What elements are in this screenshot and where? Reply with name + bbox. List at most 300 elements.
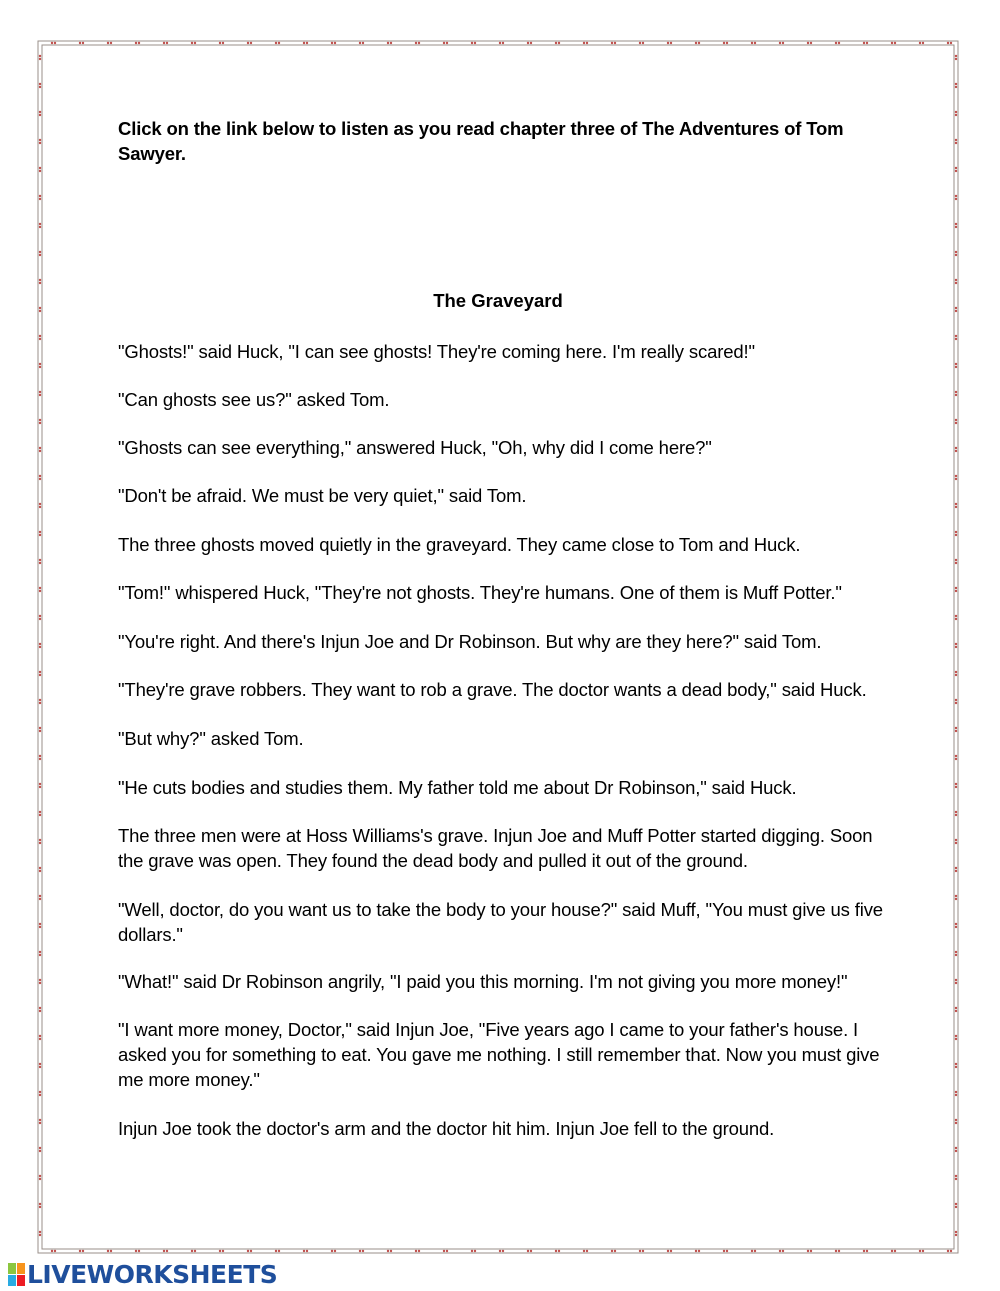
border-dot xyxy=(955,363,957,365)
border-dot xyxy=(723,42,725,44)
story-paragraph: "I want more money, Doctor," said Injun Joe, "Five years ago I came to your father's house. I asked you for something to eat. You gave me nothing. I still remember that. Now you must give me more money." xyxy=(118,1019,880,1090)
border-dot xyxy=(39,534,41,536)
border-dot xyxy=(950,1250,952,1252)
border-dot xyxy=(955,1119,957,1121)
border-dot xyxy=(39,1122,41,1124)
border-dot xyxy=(947,42,949,44)
border-dot xyxy=(955,111,957,113)
border-dot xyxy=(39,1094,41,1096)
border-dot xyxy=(502,42,504,44)
border-dot xyxy=(670,42,672,44)
border-dot xyxy=(955,867,957,869)
border-dot xyxy=(955,1035,957,1037)
border-dot xyxy=(39,58,41,60)
border-dot xyxy=(247,1250,249,1252)
border-dot xyxy=(558,42,560,44)
border-dot xyxy=(955,139,957,141)
border-dot xyxy=(955,447,957,449)
border-dot xyxy=(835,1250,837,1252)
border-dot xyxy=(334,1250,336,1252)
border-dot xyxy=(779,42,781,44)
border-dot xyxy=(39,422,41,424)
border-dot xyxy=(39,198,41,200)
border-dot xyxy=(955,531,957,533)
border-dot xyxy=(415,42,417,44)
border-dot xyxy=(163,1250,165,1252)
border-dot xyxy=(955,923,957,925)
border-dot xyxy=(955,1122,957,1124)
border-dot xyxy=(955,142,957,144)
border-dot xyxy=(138,42,140,44)
border-dot xyxy=(502,1250,504,1252)
border-dot xyxy=(955,1007,957,1009)
border-dot xyxy=(39,447,41,449)
border-dot xyxy=(362,42,364,44)
border-dot xyxy=(955,1231,957,1233)
story-paragraph: "He cuts bodies and studies them. My father told me about Dr Robinson," said Huck. xyxy=(118,777,797,798)
border-dot xyxy=(39,419,41,421)
story-paragraph: "They're grave robbers. They want to rob a grave. The doctor wants a dead body," said Huck. xyxy=(118,679,867,700)
border-dot xyxy=(387,42,389,44)
border-dot xyxy=(955,450,957,452)
border-dot xyxy=(955,114,957,116)
border-dot xyxy=(955,475,957,477)
border-dot xyxy=(527,42,529,44)
border-dot xyxy=(955,954,957,956)
border-dot xyxy=(39,1231,41,1233)
border-dot xyxy=(39,923,41,925)
border-dot xyxy=(586,1250,588,1252)
border-dot xyxy=(955,167,957,169)
border-dot xyxy=(39,758,41,760)
border-dot xyxy=(362,1250,364,1252)
border-dot xyxy=(751,1250,753,1252)
border-dot xyxy=(39,506,41,508)
border-dot xyxy=(334,42,336,44)
border-dot xyxy=(955,1178,957,1180)
story-paragraph: "Well, doctor, do you want us to take the body to your house?" said Muff, "You must give us five dollars." xyxy=(118,899,883,945)
border-dot xyxy=(163,42,165,44)
border-dot xyxy=(810,1250,812,1252)
border-dot xyxy=(39,1178,41,1180)
border-dot xyxy=(415,1250,417,1252)
border-dot xyxy=(446,1250,448,1252)
border-dot xyxy=(359,42,361,44)
border-dot xyxy=(955,279,957,281)
border-dot xyxy=(359,1250,361,1252)
border-dot xyxy=(695,1250,697,1252)
border-dot xyxy=(39,699,41,701)
border-dot xyxy=(955,674,957,676)
border-dot xyxy=(919,1250,921,1252)
border-dot xyxy=(39,895,41,897)
border-dot xyxy=(278,1250,280,1252)
border-dot xyxy=(891,42,893,44)
border-dot xyxy=(135,1250,137,1252)
border-dot xyxy=(39,590,41,592)
border-dot xyxy=(955,618,957,620)
border-dot xyxy=(838,1250,840,1252)
border-dot xyxy=(950,42,952,44)
border-dot xyxy=(39,86,41,88)
border-dot xyxy=(191,42,193,44)
border-dot xyxy=(54,42,56,44)
border-dot xyxy=(39,867,41,869)
border-dot xyxy=(474,1250,476,1252)
border-dot xyxy=(390,42,392,44)
story-paragraph: "Tom!" whispered Huck, "They're not ghosts. They're humans. One of them is Muff Potter." xyxy=(118,582,842,603)
border-dot xyxy=(723,1250,725,1252)
border-dot xyxy=(955,422,957,424)
border-dot xyxy=(863,1250,865,1252)
border-dot xyxy=(39,170,41,172)
border-dot xyxy=(955,307,957,309)
border-dot xyxy=(955,1066,957,1068)
border-dot xyxy=(866,1250,868,1252)
border-dot xyxy=(39,167,41,169)
liveworksheets-logo xyxy=(8,1259,277,1289)
border-dot xyxy=(443,42,445,44)
story-paragraph: Injun Joe took the doctor's arm and the doctor hit him. Injun Joe fell to the ground. xyxy=(118,1118,775,1139)
border-dot xyxy=(387,1250,389,1252)
border-dot xyxy=(894,1250,896,1252)
border-dot xyxy=(39,111,41,113)
border-dot xyxy=(807,42,809,44)
border-dot xyxy=(250,42,252,44)
border-dot xyxy=(39,786,41,788)
border-dot xyxy=(135,42,137,44)
border-dot xyxy=(39,755,41,757)
border-dot xyxy=(947,1250,949,1252)
border-dot xyxy=(695,42,697,44)
border-dot xyxy=(782,42,784,44)
border-dot xyxy=(955,506,957,508)
border-dot xyxy=(39,646,41,648)
border-dot xyxy=(955,926,957,928)
border-dot xyxy=(922,1250,924,1252)
border-dot xyxy=(955,338,957,340)
border-dot xyxy=(866,42,868,44)
liveworksheets-logo-icon xyxy=(8,1263,25,1286)
border-dot xyxy=(955,86,957,88)
border-dot xyxy=(955,587,957,589)
border-dot xyxy=(639,42,641,44)
border-dot xyxy=(418,42,420,44)
border-dot xyxy=(39,394,41,396)
border-dot xyxy=(79,42,81,44)
border-dot xyxy=(530,42,532,44)
border-dot xyxy=(955,979,957,981)
story-paragraph: The three men were at Hoss Williams's grave. Injun Joe and Muff Potter started digging. Soon the grave was open. They found the dead body and pulled it out of the ground. xyxy=(118,825,873,871)
border-dot xyxy=(955,590,957,592)
border-dot xyxy=(955,982,957,984)
border-dot xyxy=(894,42,896,44)
border-dot xyxy=(82,1250,84,1252)
border-dot xyxy=(955,1203,957,1205)
border-dot xyxy=(250,1250,252,1252)
border-dot xyxy=(390,1250,392,1252)
border-dot xyxy=(955,534,957,536)
border-dot xyxy=(527,1250,529,1252)
border-dot xyxy=(39,954,41,956)
border-dot xyxy=(39,1010,41,1012)
border-dot xyxy=(39,1175,41,1177)
border-dot xyxy=(191,1250,193,1252)
border-dot xyxy=(955,643,957,645)
border-dot xyxy=(838,42,840,44)
border-dot xyxy=(222,42,224,44)
border-dot xyxy=(555,42,557,44)
border-dot xyxy=(955,1175,957,1177)
border-dot xyxy=(247,42,249,44)
border-dot xyxy=(955,951,957,953)
border-dot xyxy=(39,839,41,841)
border-dot xyxy=(782,1250,784,1252)
border-dot xyxy=(642,42,644,44)
border-dot xyxy=(955,839,957,841)
border-dot xyxy=(39,1091,41,1093)
border-dot xyxy=(530,1250,532,1252)
story-paragraph: "But why?" asked Tom. xyxy=(118,728,304,749)
border-dot xyxy=(955,727,957,729)
border-dot xyxy=(863,42,865,44)
border-dot xyxy=(222,1250,224,1252)
border-dot xyxy=(955,394,957,396)
border-dot xyxy=(39,615,41,617)
border-dot xyxy=(751,42,753,44)
border-dot xyxy=(39,979,41,981)
border-dot xyxy=(955,814,957,816)
border-dot xyxy=(39,1203,41,1205)
border-dot xyxy=(614,1250,616,1252)
border-dot xyxy=(39,1147,41,1149)
border-dot xyxy=(955,758,957,760)
border-dot xyxy=(194,42,196,44)
border-dot xyxy=(835,42,837,44)
border-dot xyxy=(219,1250,221,1252)
border-dot xyxy=(555,1250,557,1252)
border-dot xyxy=(39,814,41,816)
story-paragraph: The three ghosts moved quietly in the graveyard. They came close to Tom and Huck. xyxy=(118,534,801,555)
border-dot xyxy=(306,42,308,44)
border-dot xyxy=(667,42,669,44)
border-dot xyxy=(955,1010,957,1012)
border-dot xyxy=(955,226,957,228)
border-dot xyxy=(39,730,41,732)
border-dot xyxy=(39,55,41,57)
border-dot xyxy=(39,279,41,281)
border-dot xyxy=(698,1250,700,1252)
border-dot xyxy=(39,643,41,645)
border-dot xyxy=(39,450,41,452)
border-dot xyxy=(955,1147,957,1149)
border-dot xyxy=(79,1250,81,1252)
border-dot xyxy=(807,1250,809,1252)
border-dot xyxy=(586,42,588,44)
border-dot xyxy=(54,1250,56,1252)
border-dot xyxy=(39,114,41,116)
border-dot xyxy=(39,1035,41,1037)
border-dot xyxy=(955,195,957,197)
border-dot xyxy=(891,1250,893,1252)
border-dot xyxy=(955,251,957,253)
border-dot xyxy=(39,531,41,533)
border-dot xyxy=(110,42,112,44)
border-dot xyxy=(955,254,957,256)
border-dot xyxy=(39,1063,41,1065)
border-dot xyxy=(922,42,924,44)
border-dot xyxy=(39,307,41,309)
border-dot xyxy=(39,223,41,225)
border-dot xyxy=(698,42,700,44)
border-dot xyxy=(955,730,957,732)
border-dot xyxy=(107,42,109,44)
border-dot xyxy=(39,898,41,900)
border-dot xyxy=(39,338,41,340)
border-dot xyxy=(474,42,476,44)
border-dot xyxy=(39,226,41,228)
border-dot xyxy=(166,42,168,44)
story-paragraph: "What!" said Dr Robinson angrily, "I paid you this morning. I'm not giving you more money!" xyxy=(118,971,848,992)
border-dot xyxy=(955,562,957,564)
border-dot xyxy=(955,198,957,200)
border-dot xyxy=(39,83,41,85)
border-dot xyxy=(39,363,41,365)
border-dot xyxy=(138,1250,140,1252)
border-dot xyxy=(611,1250,613,1252)
border-dot xyxy=(779,1250,781,1252)
border-dot xyxy=(39,366,41,368)
border-dot xyxy=(955,170,957,172)
border-dot xyxy=(39,587,41,589)
border-dot xyxy=(51,1250,53,1252)
border-dot xyxy=(955,83,957,85)
border-dot xyxy=(955,1150,957,1152)
story-paragraph: "You're right. And there's Injun Joe and Dr Robinson. But why are they here?" said Tom. xyxy=(118,631,822,652)
story-title: The Graveyard xyxy=(433,290,563,311)
border-dot xyxy=(754,1250,756,1252)
border-dot xyxy=(919,42,921,44)
border-dot xyxy=(39,562,41,564)
border-dot xyxy=(583,42,585,44)
border-dot xyxy=(303,1250,305,1252)
border-dot xyxy=(670,1250,672,1252)
border-dot xyxy=(39,251,41,253)
border-dot xyxy=(955,55,957,57)
border-dot xyxy=(499,42,501,44)
border-dot xyxy=(955,1206,957,1208)
border-dot xyxy=(614,42,616,44)
border-dot xyxy=(331,42,333,44)
border-dot xyxy=(955,1094,957,1096)
border-dot xyxy=(39,870,41,872)
border-dot xyxy=(955,898,957,900)
border-dot xyxy=(39,142,41,144)
border-dot xyxy=(955,58,957,60)
border-dot xyxy=(278,42,280,44)
border-dot xyxy=(275,1250,277,1252)
border-dot xyxy=(955,895,957,897)
border-dot xyxy=(955,1038,957,1040)
border-dot xyxy=(955,1063,957,1065)
border-dot xyxy=(39,1066,41,1068)
border-dot xyxy=(39,783,41,785)
border-dot xyxy=(39,475,41,477)
border-dot xyxy=(955,842,957,844)
border-dot xyxy=(39,335,41,337)
border-dot xyxy=(39,503,41,505)
border-dot xyxy=(39,391,41,393)
border-dot xyxy=(219,42,221,44)
border-dot xyxy=(611,42,613,44)
border-dot xyxy=(955,786,957,788)
border-dot xyxy=(726,42,728,44)
border-dot xyxy=(39,1119,41,1121)
border-dot xyxy=(306,1250,308,1252)
border-dot xyxy=(955,671,957,673)
border-dot xyxy=(955,282,957,284)
border-dot xyxy=(303,42,305,44)
border-dot xyxy=(955,503,957,505)
border-dot xyxy=(955,419,957,421)
border-dot xyxy=(955,559,957,561)
border-dot xyxy=(39,282,41,284)
border-dot xyxy=(955,366,957,368)
border-dot xyxy=(39,702,41,704)
border-dot xyxy=(51,42,53,44)
border-dot xyxy=(955,702,957,704)
border-dot xyxy=(558,1250,560,1252)
border-dot xyxy=(39,982,41,984)
border-dot xyxy=(39,674,41,676)
border-dot xyxy=(955,1234,957,1236)
border-dot xyxy=(275,42,277,44)
border-dot xyxy=(754,42,756,44)
border-dot xyxy=(39,951,41,953)
border-dot xyxy=(194,1250,196,1252)
border-dot xyxy=(955,811,957,813)
border-dot xyxy=(667,1250,669,1252)
border-dot xyxy=(39,139,41,141)
intro-instruction: Click on the link below to listen as you read chapter three of The Adventures of Tom Sawyer. xyxy=(118,118,844,164)
border-dot xyxy=(955,755,957,757)
liveworksheets-wordmark: LIVEWORKSHEETS xyxy=(27,1259,278,1289)
border-dot xyxy=(955,391,957,393)
border-dot xyxy=(955,223,957,225)
border-dot xyxy=(955,310,957,312)
border-dot xyxy=(39,811,41,813)
border-dot xyxy=(331,1250,333,1252)
story-paragraph: "Don't be afraid. We must be very quiet," said Tom. xyxy=(118,485,527,506)
border-dot xyxy=(39,926,41,928)
border-dot xyxy=(471,1250,473,1252)
border-dot xyxy=(39,1150,41,1152)
border-dot xyxy=(39,559,41,561)
border-dot xyxy=(955,1091,957,1093)
border-dot xyxy=(642,1250,644,1252)
border-dot xyxy=(418,1250,420,1252)
border-dot xyxy=(955,646,957,648)
border-dot xyxy=(955,478,957,480)
border-dot xyxy=(82,42,84,44)
border-dot xyxy=(39,618,41,620)
border-dot xyxy=(39,1206,41,1208)
border-dot xyxy=(955,699,957,701)
border-dot xyxy=(39,1007,41,1009)
border-dot xyxy=(39,727,41,729)
border-dot xyxy=(166,1250,168,1252)
border-dot xyxy=(446,42,448,44)
